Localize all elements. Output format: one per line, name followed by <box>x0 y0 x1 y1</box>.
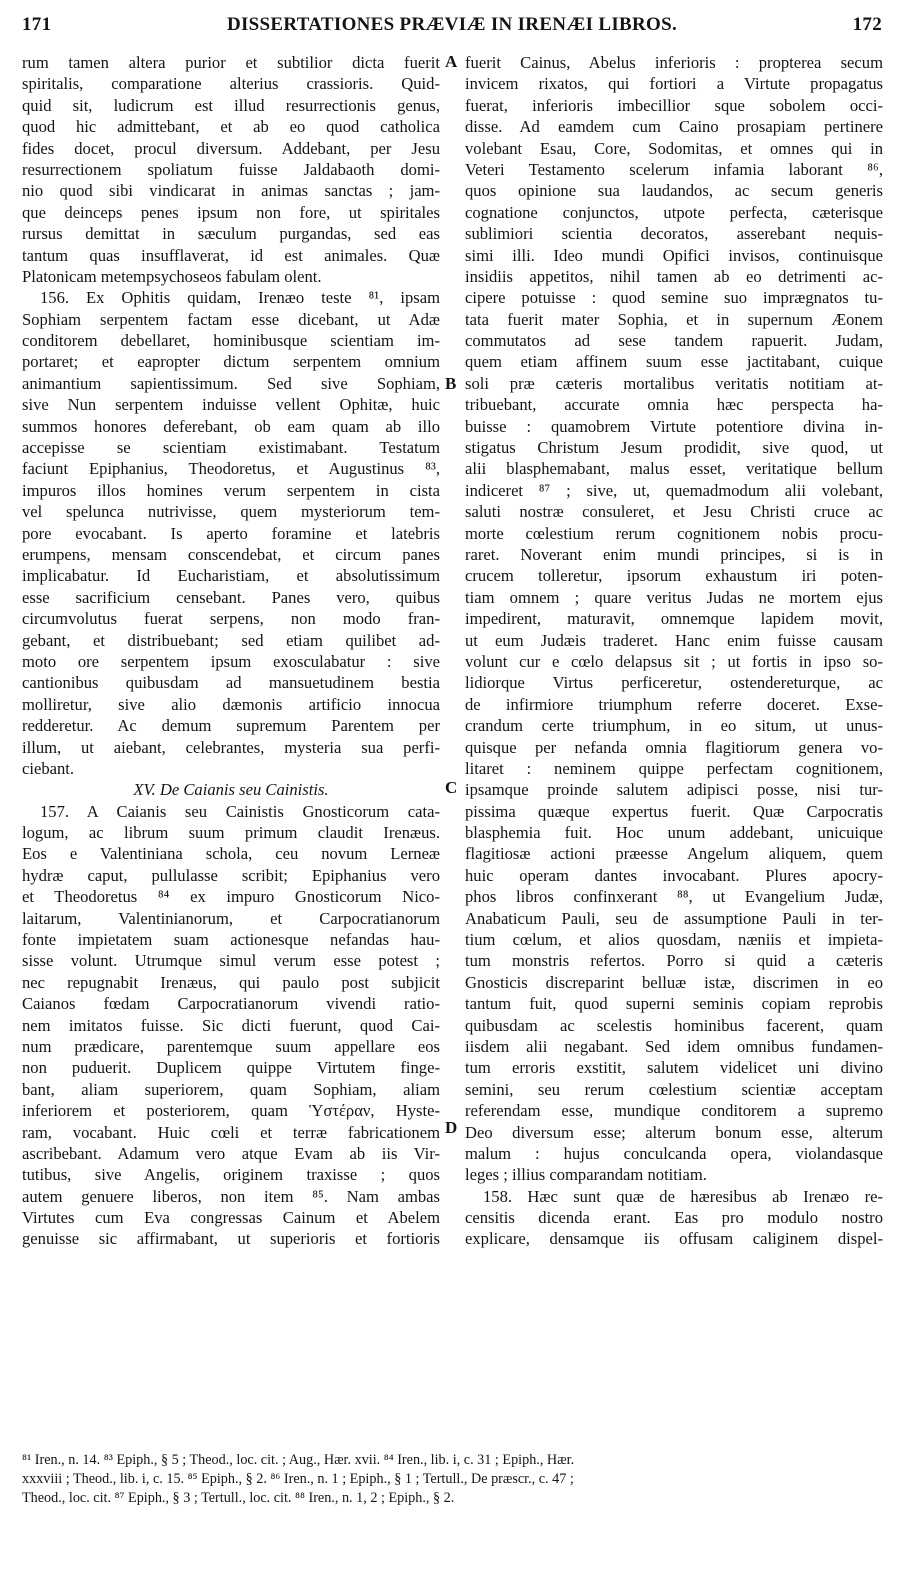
text-line: inferiorem et posteriorem, quam Ὑστέραν, Hyste- <box>22 1101 440 1121</box>
text-line: cipere potuisse : quod semine suo imprægnatos tu- <box>465 288 883 308</box>
text-line: nec repugnabit Irenæus, qui paulo post subjicit <box>22 972 440 992</box>
text-line: saluti nostræ consuleret, et Jesu Christi cruce ac <box>465 502 883 522</box>
text-line: fuerat, inferioris imbecillior sque sobolem occi- <box>465 95 883 115</box>
text-line: impedirent, maturavit, omnemque lapidem movit, <box>465 609 883 629</box>
text-line: Platonicam metempsychoseos fabulam olent. <box>22 266 322 286</box>
text-line: fonte impietatem suam actionesque nefandas hau- <box>22 930 440 950</box>
text-line: et Theodoretus ⁸⁴ ex impuro Gnosticorum Nico- <box>22 887 440 907</box>
text-line: impuros illos homines verum serpentem in cista <box>22 480 440 500</box>
text-line: quibusdam ac scelestis hominibus facerent, quam <box>465 1015 883 1035</box>
text-line: referendam esse, mundique conditorem a supremo <box>465 1101 883 1121</box>
text-line: fuerit Cainus, Abelus inferioris : propterea secum <box>465 53 883 72</box>
text-line: malum : hujus conculcanda opera, violandasque <box>465 1143 883 1163</box>
text-line: Virtutes cum Eva congressas Cainum et Abelem <box>22 1208 440 1228</box>
text-line: illum, ut aiebant, celebrantes, mysteria sua perfi- <box>22 737 440 757</box>
text-line: invicem rixatos, qui fortiori a Virtute propagatus <box>465 74 883 94</box>
text-line: accepisse se scientiam existimabant. Testatum <box>22 438 440 458</box>
text-line: nem imitatos fuisse. Sic dicti fuerunt, quod Cai- <box>22 1015 440 1035</box>
text-line: quid sit, ludicrum est illud resurrectionis genus, <box>22 95 440 115</box>
text-line: flagitiosæ actioni præesse Angelum aliquem, quem <box>465 844 883 864</box>
text-line: stigatus Christum Jesum prodidit, sive quod, ut <box>465 438 883 458</box>
text-line: redderetur. Ac demum supremum Parentem per <box>22 716 440 736</box>
text-line: gebant, et distribuebant; sed etiam quilibet ad- <box>22 630 440 650</box>
text-line: non puduerit. Duplicem quippe Virtutem finge- <box>22 1058 440 1078</box>
text-line: quem etiam affinem suum esse jactitabant, cuique <box>465 352 883 372</box>
text-line: resurrectionem spoliatum fuisse Jaldabaoth domi- <box>22 159 440 179</box>
text-line: de infirmiore triumphum referre doceret. Exse- <box>465 694 883 714</box>
text-line: tantum quas insufflaverat, id est animales. Quæ <box>22 245 440 265</box>
text-line: tantum fuit, quod superni seminis copiam reprobis <box>465 994 883 1014</box>
text-line: num prædicare, parentemque suum appellare eos <box>22 1036 440 1056</box>
text-line: commutatos ad sese tandem rapuerit. Judam, <box>465 331 883 351</box>
text-line: Veteri Testamento scelerum infamia laborant ⁸⁶, <box>465 159 883 179</box>
running-title: DISSERTATIONES PRÆVIÆ IN IRENÆI LIBROS. <box>226 14 678 35</box>
text-line: morte cœlestium rerum cognitionem nobis procu- <box>465 523 883 543</box>
footnote-line: Theod., loc. cit. ⁸⁷ Epiph., § 3 ; Tertull., loc. cit. ⁸⁸ Iren., n. 1, 2 ; Epiph., § 2. <box>22 1490 455 1506</box>
text-line: tata fuerit mater Sophia, et in supernum Æonem <box>465 309 883 329</box>
text-line: crandum certe triumphum, in eo situm, ut unus- <box>465 716 883 736</box>
text-line: ipsamque proinde salutem adipisci posse, nisi tur- <box>465 780 883 800</box>
text-line: quisque per nefanda omnia flagitiorum genera vo- <box>465 737 883 757</box>
text-line: indiceret ⁸⁷ ; sive, ut, quemadmodum alii volebant, <box>465 480 883 500</box>
left-text-column <box>22 52 440 1250</box>
page-number-right: 172 <box>852 14 882 35</box>
text-line: explicare, densamque iis offusam caliginem dispel- <box>465 1229 883 1249</box>
text-line: Deo diversum esse; alterum bonum esse, alterum <box>465 1122 883 1142</box>
text-line: iisdem alii negabant. Sed idem omnibus fundamen- <box>465 1036 883 1056</box>
text-line: leges ; illius comparandam notitiam. <box>465 1165 707 1185</box>
margin-letter-a: A <box>445 52 458 71</box>
text-line: alii blasphemabant, malus esset, veritatique bellum <box>465 459 883 479</box>
text-line: ascribebant. Adamum vero atque Evam ab iis Vir- <box>22 1143 440 1163</box>
text-line: Caianos fœdam Carpocratianorum vivendi ratio- <box>22 994 440 1014</box>
text-line: sive Nun serpentem induisse vellent Ophitæ, huic <box>22 395 440 415</box>
text-line: pore evocabant. Is aperto foramine et latebris <box>22 523 440 543</box>
text-line: tum monstris refertos. Porro si quid a cæteris <box>465 951 883 971</box>
text-line: vel spelunca nutrivisse, quem mysteriorum tem- <box>22 502 440 522</box>
right-text-column <box>465 52 883 1250</box>
text-line: tium cœlum, et alios quosdam, næniis et impieta- <box>465 930 883 950</box>
text-line: fides docet, procul diversum. Addebant, per Jesu <box>22 138 440 158</box>
text-line: raret. Noverant enim mundi principes, si is in <box>465 544 883 564</box>
text-line: tiam omnem ; quare veritus Judas ne mortem ejus <box>465 587 883 607</box>
text-line: nio quod sibi vindicarat in animas sanctas ; jam- <box>22 181 440 201</box>
text-line: blasphemia fuit. Hoc unum addebant, unicuique <box>465 823 883 843</box>
text-line: XV. De Caianis seu Cainistis. <box>133 780 329 800</box>
text-line: animantium sapientissimum. Sed sive Sophiam, <box>22 373 440 393</box>
text-line: 158. Hæc sunt quæ de hæresibus ab Irenæo re- <box>483 1186 883 1206</box>
text-line: ram, vocabant. Huic cœli et terræ fabricationem <box>22 1122 440 1142</box>
text-line: Anabaticum Pauli, seu de assumptione Pauli in ter- <box>465 908 883 928</box>
page-number-left: 171 <box>22 14 52 35</box>
text-line: sisse volunt. Utrumque simul verum esse potest ; <box>22 951 440 971</box>
text-line: esse sacrificium censebant. Panes vero, quibus <box>22 587 440 607</box>
text-line: ciebant. <box>22 758 75 778</box>
text-line: hydræ caput, pullulasse scribit; Epiphanius vero <box>22 865 440 885</box>
text-line: semini, seu rerum cœlestium scientiæ acceptam <box>465 1079 883 1099</box>
text-line: molliretur, sive alio dæmonis artificio innocua <box>22 694 440 714</box>
text-line: 156. Ex Ophitis quidam, Irenæo teste ⁸¹, ipsam <box>40 288 440 308</box>
text-line: bant, aliam superiorem, quam Sophiam, aliam <box>22 1079 440 1099</box>
text-line: insidiis appetitos, nihil tamen ab eo detrimenti ac- <box>465 266 883 286</box>
text-line: crucem tolleretur, ipsorum exhaustum iri poten- <box>465 566 883 586</box>
text-line: quod hic admittebant, et ab eo quod catholica <box>22 117 440 137</box>
text-line: sublimiori scientia decoratos, asserebant nequis- <box>465 224 883 244</box>
text-line: Gnosticis discreparint belluæ istæ, discrimen in eo <box>465 972 883 992</box>
text-line: litaret : neminem quippe perfectam cognitionem, <box>465 758 883 778</box>
text-line: tum erroris exstitit, salutem videlicet uni divino <box>465 1058 883 1078</box>
text-line: implicabatur. Id Eucharistiam, et absolutissimum <box>22 566 440 586</box>
page-header <box>22 14 882 44</box>
text-line: soli præ cæteris mortalibus veritatis notitiam at- <box>465 373 883 393</box>
footnote-line: xxxviii ; Theod., lib. i, c. 15. ⁸⁵ Epiph., § 2. ⁸⁶ Iren., n. 1 ; Epiph., § 1 ; Tertull., De præscr., c. 47 ; <box>22 1471 574 1487</box>
text-line: logum, ac librum suum primum claudit Irenæus. <box>22 823 440 843</box>
text-line: cognatione conjunctos, utpote perfecta, cæterisque <box>465 202 883 222</box>
text-line: conditorem debellaret, hominibusque scientiam im- <box>22 331 440 351</box>
margin-letter-b: B <box>445 374 457 393</box>
text-line: spiritalis, comparatione alterius crassioris. Quid- <box>22 74 440 94</box>
text-line: volebant Esau, Core, Sodomitas, et omnes qui in <box>465 138 883 158</box>
text-line: autem genuere liberos, non item ⁸⁵. Nam ambas <box>22 1186 440 1206</box>
margin-letter-d: D <box>445 1118 458 1137</box>
text-line: simi illi. Ideo mundi Opifici invisos, continuisque <box>465 245 883 265</box>
text-line: Sophiam serpentem factam esse dicebant, ut Adæ <box>22 309 440 329</box>
text-line: rum tamen altera purior et subtilior dicta fuerit <box>22 53 440 72</box>
text-line: circumvolutus fuerat serpens, non modo fran- <box>22 609 440 629</box>
text-line: lidiorque Virtus perficeretur, ostendereturque, ac <box>465 673 883 693</box>
text-line: censitis dicenda erant. Eas pro modulo nostro <box>465 1208 883 1228</box>
text-line: cantionibus quibusdam ad mansuetudinem bestia <box>22 673 440 693</box>
text-line: volunt cur e cœlo delapsus sit ; ut fortis in ipso so- <box>465 651 883 671</box>
text-line: erumpens, mensam conscendebat, et circum panes <box>22 544 440 564</box>
footnotes <box>22 1451 884 1508</box>
text-line: tribuebant, accurate omnia hæc perspecta ha- <box>465 395 883 415</box>
text-line: phos libros confinxerant ⁸⁸, ut Evangelium Judæ, <box>465 887 883 907</box>
text-line: pissima quæque expertus fuerit. Quæ Carpocratis <box>465 801 883 821</box>
footnote-line: ⁸¹ Iren., n. 14. ⁸³ Epiph., § 5 ; Theod., loc. cit. ; Aug., Hær. xvii. ⁸⁴ Iren., lib. i, c. 31 ; Epiph., Hær. <box>22 1452 575 1468</box>
text-line: disse. Ad eamdem cum Caino prosapiam pertinere <box>465 117 883 137</box>
text-line: portaret; et eapropter dictum serpentem omnium <box>22 352 440 372</box>
text-line: laitarum, Valentinianorum, et Carpocratianorum <box>22 908 440 928</box>
text-line: 157. A Caianis seu Cainistis Gnosticorum cata- <box>40 801 440 821</box>
text-line: huic operam dantes invocabant. Plures apocry- <box>465 865 883 885</box>
text-line: buisse : quamobrem Virtute potentiore divina in- <box>465 416 883 436</box>
text-line: faciunt Epiphanius, Theodoretus, et Augustinus ⁸³, <box>22 459 440 479</box>
text-line: tutibus, sive Angelis, originem traxisse ; quos <box>22 1165 440 1185</box>
text-line: ut eum Judæis traderet. Hanc enim fuisse causam <box>465 630 883 650</box>
text-line: que deinceps penes ipsum non fore, ut spiritales <box>22 202 440 222</box>
text-line: rursus demittat in sæculum purgandas, sed eas <box>22 224 440 244</box>
text-line: Eos e Valentiniana schola, ceu novum Lerneæ <box>22 844 440 864</box>
margin-letter-c: C <box>445 778 458 797</box>
text-line: summos honores deferebant, ob eam quam ab illo <box>22 416 440 436</box>
text-line: genuisse sic affirmabant, ut superioris et fortioris <box>22 1229 440 1249</box>
text-line: quos opinione sua laudandos, ac secum generis <box>465 181 883 201</box>
text-line: moto ore serpentem ipsum exosculabatur : sive <box>22 651 440 671</box>
